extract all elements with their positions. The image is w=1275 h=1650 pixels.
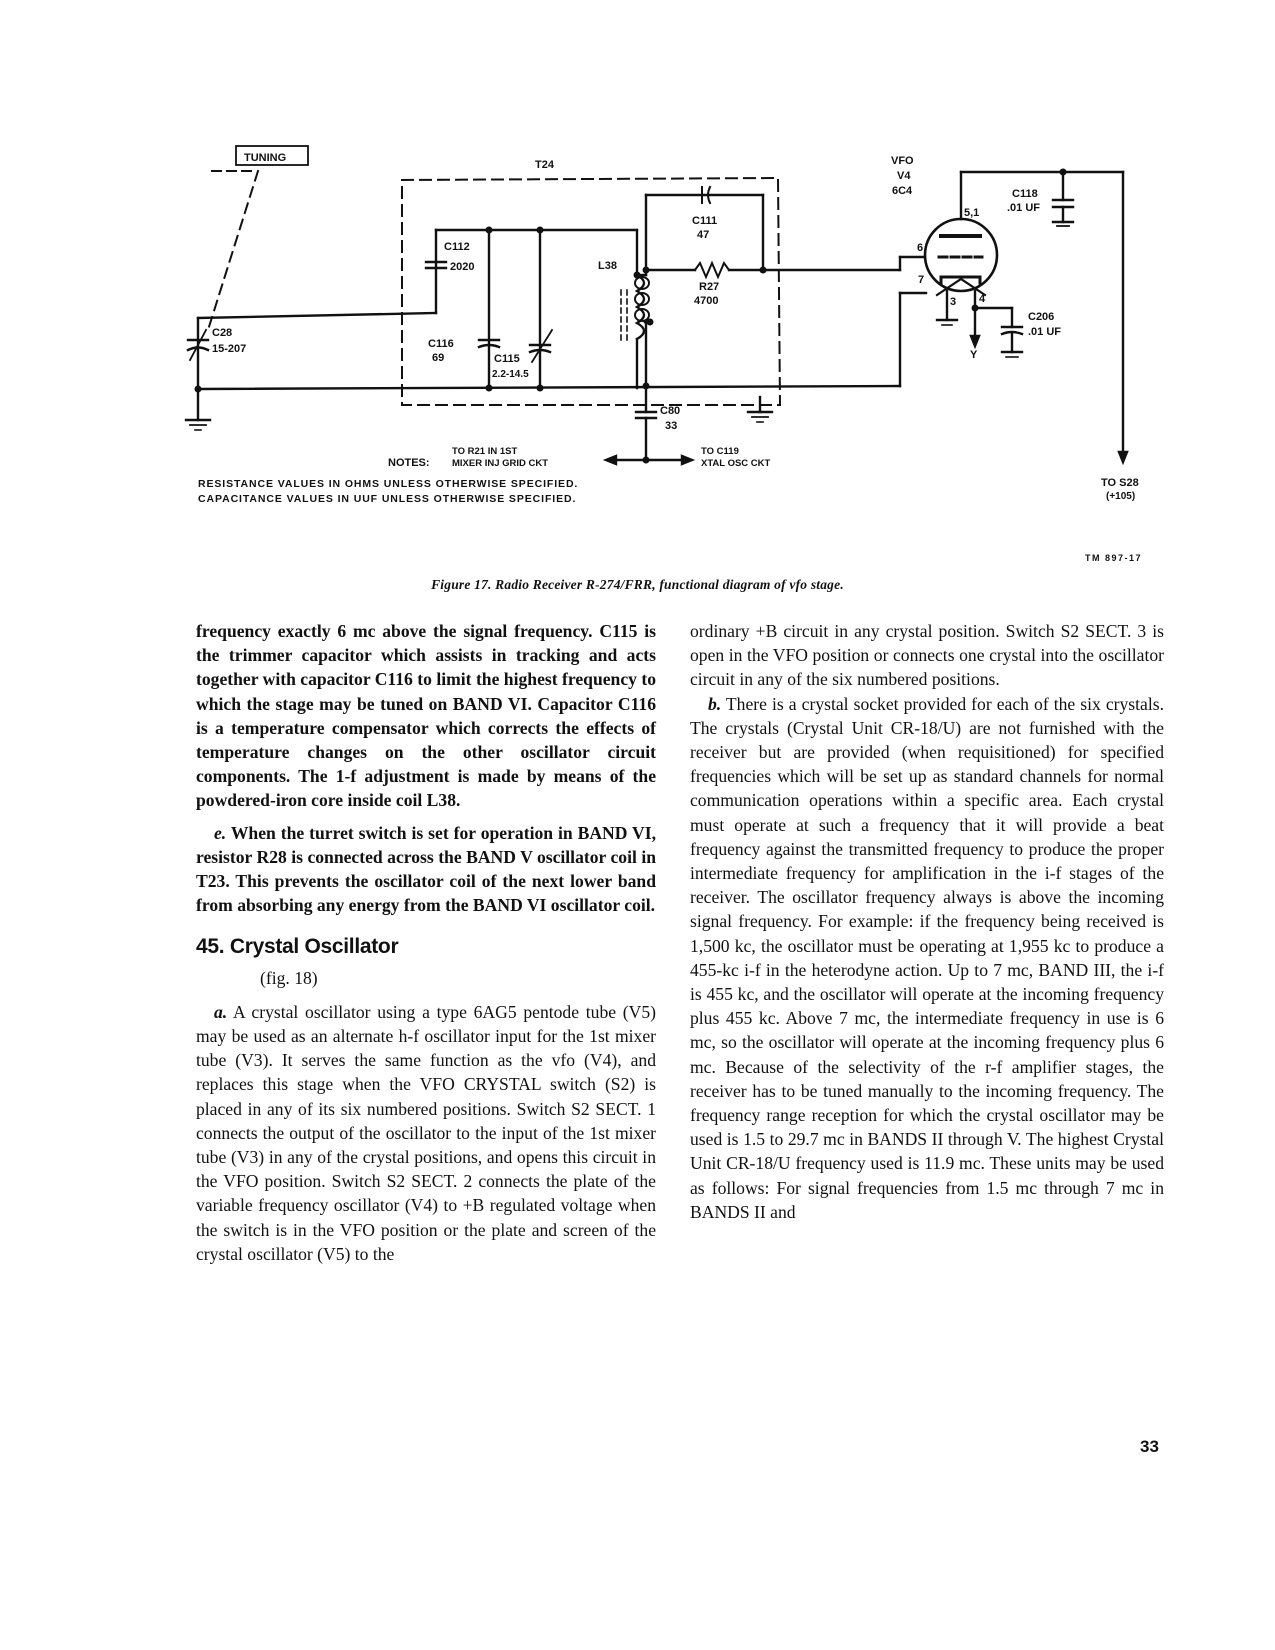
label-c118-value: .01 UF (1007, 202, 1041, 214)
page-number: 33 (1140, 1437, 1159, 1456)
label-tube-vfo: VFO (891, 155, 914, 167)
paragraph-b (690, 692, 1164, 1224)
label-c115-value: 2.2-14.5 (492, 369, 529, 380)
label-c118: C118 (1012, 188, 1038, 200)
label-c80-value: 33 (665, 420, 678, 432)
paragraph-a-text: A crystal oscillator using a type 6AG5 pentode tube (V5) may be used as an alternate h-f oscillator input for the 1st mixer tube (V3). It serves the same function as the vfo (V4), and replaces this stage when the VFO CRYSTAL switch (S2) is placed in any of its six numbered positions. Switch S2 SECT. 1 connects the output of the oscillator to the input of the 1st mixer tube (V3) in any of the crystal positions, and opens this circuit in the VFO position. Switch S2 SECT. 2 connects the plate of the variable frequency oscillator (V4) to +B regulated voltage when the switch is in the VFO position or the plate and screen of the crystal oscillator (V5) to the (196, 1001, 656, 1264)
paragraph-e-letter: e. (214, 822, 227, 843)
label-to-c119-line1: TO C119 (701, 446, 739, 457)
label-notes: NOTES: (388, 457, 430, 469)
label-c115: C115 (494, 353, 520, 365)
figure-caption: Figure 17. Radio Receiver R-274/FRR, functional diagram of vfo stage. (431, 577, 844, 592)
label-c206-value: .01 UF (1028, 326, 1062, 338)
label-r27-value: 4700 (694, 295, 719, 307)
label-c28: C28 (212, 327, 233, 339)
label-c111-value: 47 (697, 229, 710, 241)
label-pin-grid: 6 (917, 242, 924, 254)
label-to-c119-line2: XTAL OSC CKT (701, 458, 771, 469)
label-to-s28-voltage: (+105) (1106, 491, 1136, 502)
label-to-r21-line1: TO R21 IN 1ST (452, 446, 518, 457)
label-c80: C80 (660, 405, 681, 417)
label-pin-3: 3 (950, 296, 957, 308)
paragraph-e-text: When the turret switch is set for operation in BAND VI, resistor R28 is connected across the BAND V oscillator coil in T23. This prevents the oscillator coil of the next lower band from absorbing any energy from the BAND VI oscillator coil. (196, 822, 656, 916)
label-c112-value: 2020 (450, 261, 475, 273)
label-c28-value: 15-207 (212, 343, 247, 355)
label-heater-y: Y (970, 349, 978, 361)
paragraph-e (196, 821, 656, 918)
label-tuning: TUNING (244, 152, 287, 164)
section-figure-reference: (fig. 18) (260, 967, 318, 988)
label-pin-4: 4 (979, 293, 986, 305)
label-to-r21-line2: MIXER INJ GRID CKT (452, 458, 549, 469)
right-column (690, 619, 1164, 1224)
label-c111: C111 (692, 215, 718, 227)
label-c116-value: 69 (432, 352, 445, 364)
figure-tm-code: TM 897-17 (1085, 553, 1143, 563)
label-pin-cathode: 7 (918, 274, 925, 286)
section-heading: 45. Crystal Oscillator (196, 935, 399, 959)
note-resistance: RESISTANCE VALUES IN OHMS UNLESS OTHERWISE SPECIFIED. (198, 478, 579, 490)
label-t24: T24 (535, 159, 554, 171)
label-c112: C112 (444, 241, 470, 253)
label-to-s28: TO S28 (1101, 477, 1139, 489)
note-capacitance: CAPACITANCE VALUES IN UUF UNLESS OTHERWISE SPECIFIED. (198, 493, 577, 505)
paragraph-a (196, 1000, 656, 1266)
label-c206: C206 (1028, 311, 1055, 323)
vfo-stage-schematic (0, 0, 1275, 580)
paragraph-a-continuation: ordinary +B circuit in any crystal position. Switch S2 SECT. 3 is open in the VFO position or connects one crystal into the oscillator circuit in any of the six numbered positions. (690, 621, 1164, 690)
label-l38: L38 (598, 260, 617, 272)
paragraph-b-letter: b. (708, 693, 722, 714)
paragraph-vfo-continuation: frequency exactly 6 mc above the signal frequency. C115 is the trimmer capacitor which assists in tracking and acts together with capacitor C116 to limit the highest frequency to which the stage may be tuned on BAND VI. Capacitor C116 is a temperature compensator which corrects the effects of temperature changes on the other oscillator circuit components. The 1-f adjustment is made by means of the powdered-iron core inside coil L38. (196, 621, 656, 811)
label-tube-v4: V4 (897, 170, 911, 182)
left-column (196, 619, 656, 1266)
label-pin-plate: 5,1 (964, 207, 980, 219)
paragraph-b-text: There is a crystal socket provided for each of the six crystals. The crystals (Crystal Unit CR-18/U) are not furnished with the receiver but are provided (when requisitioned) for specified frequencies which will be set up as standard channels for normal communication operations within a specific area. Each crystal must operate at such a frequency that it will provide a beat frequency against the transmitted frequency to produce the proper intermediate frequency for amplification in the i-f stages of the receiver. The oscillator frequency always is above the incoming signal frequency. For example: if the frequency being received is 1,500 kc, the oscillator must be operating at 1,955 kc to produce a 455-kc i-f in the heterodyne action. Up to 7 mc, BAND III, the i-f is 455 kc, and the oscillator will operate at the incoming frequency plus 455 kc. Above 7 mc, the intermediate frequency in use is 6 mc, so the oscillator will operate at the incoming frequency plus 6 mc. Because of the selectivity of the r-f amplifier stages, the receiver has to be tuned manually to the incoming frequency. The frequency range reception for which the crystal oscillator may be used is 1.5 to 29.7 mc in BANDS II through V. The highest Crystal Unit CR-18/U frequency used is 11.9 mc. These units may be used as follows: For signal frequencies from 1.5 mc through 7 mc in BANDS II and (690, 693, 1164, 1222)
paragraph-a-letter: a. (214, 1001, 228, 1022)
label-c116: C116 (428, 338, 454, 350)
label-tube-6c4: 6C4 (892, 185, 913, 197)
label-r27: R27 (699, 281, 720, 293)
